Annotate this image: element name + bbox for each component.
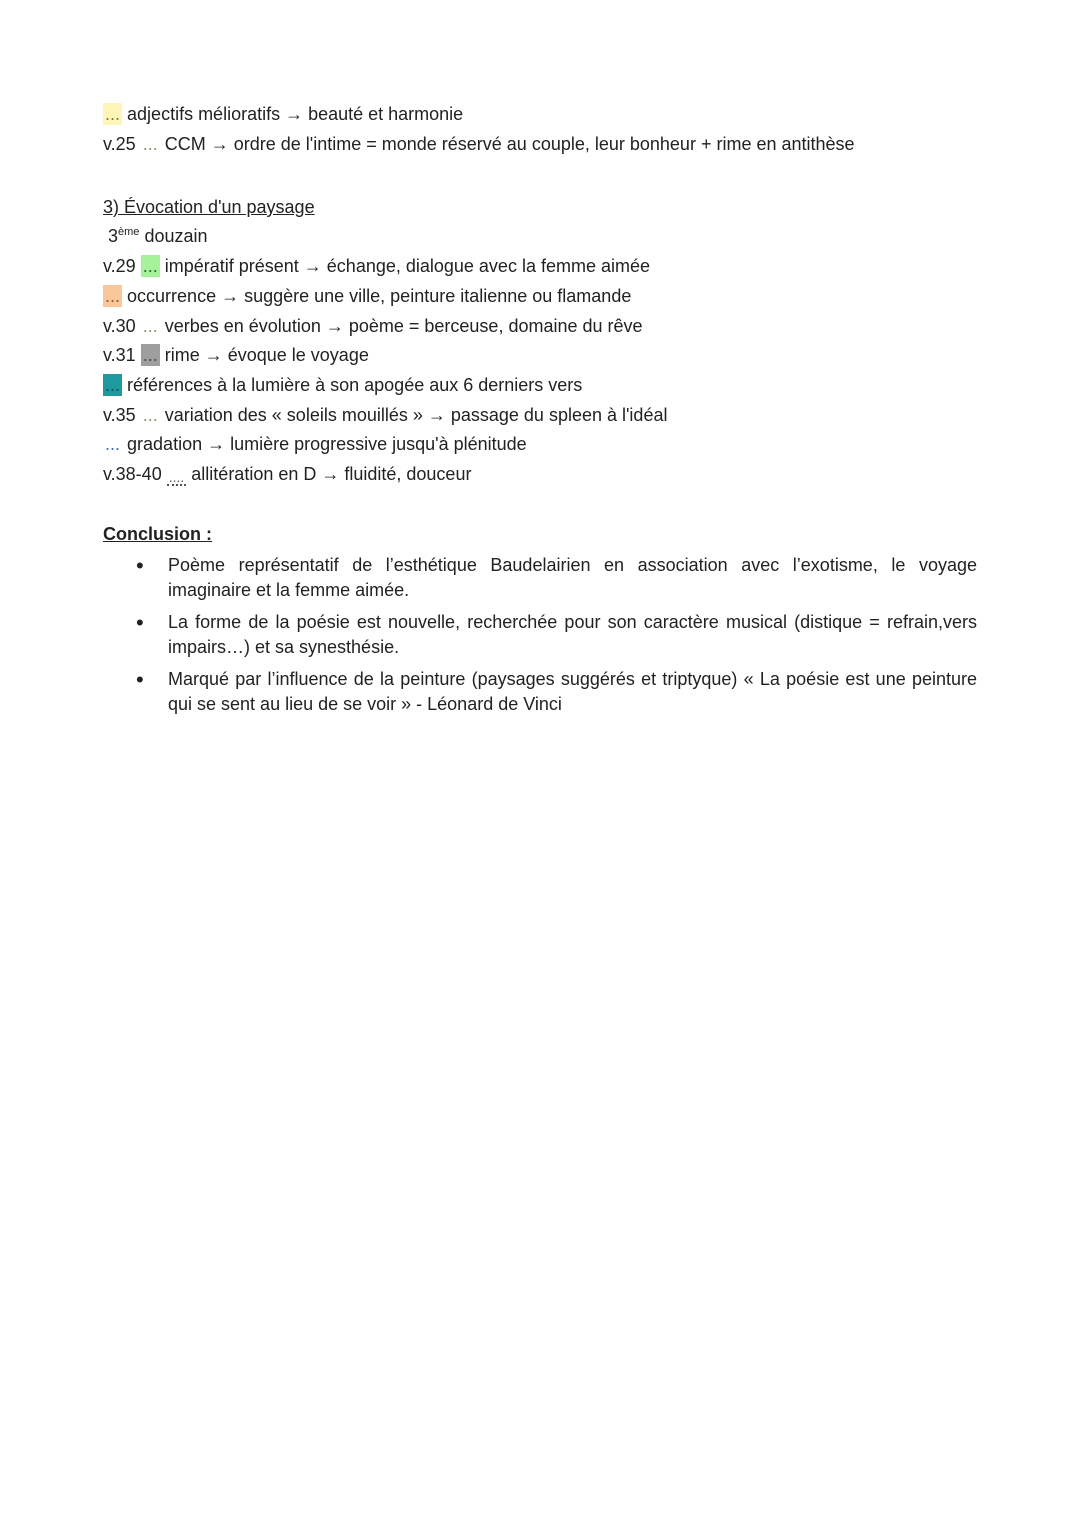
bullet-icon: • xyxy=(136,553,144,578)
verse-ref: v.25 xyxy=(103,134,136,154)
conclusion-heading: Conclusion : xyxy=(103,524,212,544)
douzain-label xyxy=(108,224,208,248)
note-text: adjectifs mélioratifs → beauté et harmonie xyxy=(127,104,464,124)
bullet-icon: • xyxy=(136,667,144,692)
orange-highlight-marker: ... xyxy=(105,286,121,306)
note-line xyxy=(103,284,631,308)
list-item xyxy=(103,610,977,660)
note-text: CCM → ordre de l'intime = monde réservé au couple, leur bonheur + rime en antithèse xyxy=(164,134,855,154)
green-highlight-marker: ... xyxy=(142,256,158,276)
section-heading: 3) Évocation d'un paysage xyxy=(103,197,315,217)
yellow-highlight-marker: ... xyxy=(105,104,121,124)
beige-dots-marker: ... xyxy=(142,134,158,154)
note-text: allitération en D → fluidité, douceur xyxy=(191,464,472,484)
verse-ref: v.29 xyxy=(103,256,136,276)
teal-highlight-marker: ... xyxy=(105,375,121,395)
beige-dots-marker: ... xyxy=(142,316,158,336)
note-line xyxy=(103,102,463,126)
note-text: rime → évoque le voyage xyxy=(164,345,369,365)
bullet-text: La forme de la poésie est nouvelle, recherchée pour son caractère musical (distique = refrain,vers impairs…) et sa synesthésie. xyxy=(168,612,977,657)
note-line xyxy=(103,462,471,486)
douzain-word: douzain xyxy=(144,226,208,246)
note-text: occurrence → suggère une ville, peinture italienne ou flamande xyxy=(127,286,632,306)
verse-ref: v.30 xyxy=(103,316,136,336)
verse-ref: v.35 xyxy=(103,405,136,425)
note-line xyxy=(103,314,643,338)
list-item xyxy=(103,553,977,603)
verse-ref: v.38-40 xyxy=(103,464,162,484)
note-line xyxy=(103,132,855,156)
gray-highlight-marker: ... xyxy=(142,345,158,365)
note-text: variation des « soleils mouillés » → passage du spleen à l'idéal xyxy=(164,405,668,425)
conclusion-list xyxy=(103,553,977,724)
note-line xyxy=(103,373,582,397)
dotted-underline-marker: .... xyxy=(168,469,185,485)
beige-dots-marker: ... xyxy=(142,405,158,425)
note-text: verbes en évolution → poème = berceuse, domaine du rêve xyxy=(164,316,643,336)
note-line xyxy=(103,403,667,427)
bullet-text: Poème représentatif de l’esthétique Baudelairien en association avec l’exotisme, le voyage imaginaire et la femme aimée. xyxy=(168,555,977,600)
note-line xyxy=(103,343,369,367)
bullet-text: Marqué par l’influence de la peinture (paysages suggérés et triptyque) « La poésie est une peinture qui se sent au lieu de se voir » - Léonard de Vinci xyxy=(168,669,977,714)
note-line xyxy=(103,254,650,278)
list-item xyxy=(103,667,977,717)
note-text: impératif présent → échange, dialogue avec la femme aimée xyxy=(164,256,650,276)
douzain-superscript: ème xyxy=(118,226,140,238)
note-text: gradation → lumière progressive jusqu'à plénitude xyxy=(127,434,527,454)
note-line xyxy=(103,432,527,456)
blue-dots-marker: ... xyxy=(105,434,121,454)
note-text: références à la lumière à son apogée aux 6 derniers vers xyxy=(127,375,583,395)
bullet-icon: • xyxy=(136,610,144,635)
verse-ref: v.31 xyxy=(103,345,136,365)
douzain-number: 3 xyxy=(108,226,119,246)
